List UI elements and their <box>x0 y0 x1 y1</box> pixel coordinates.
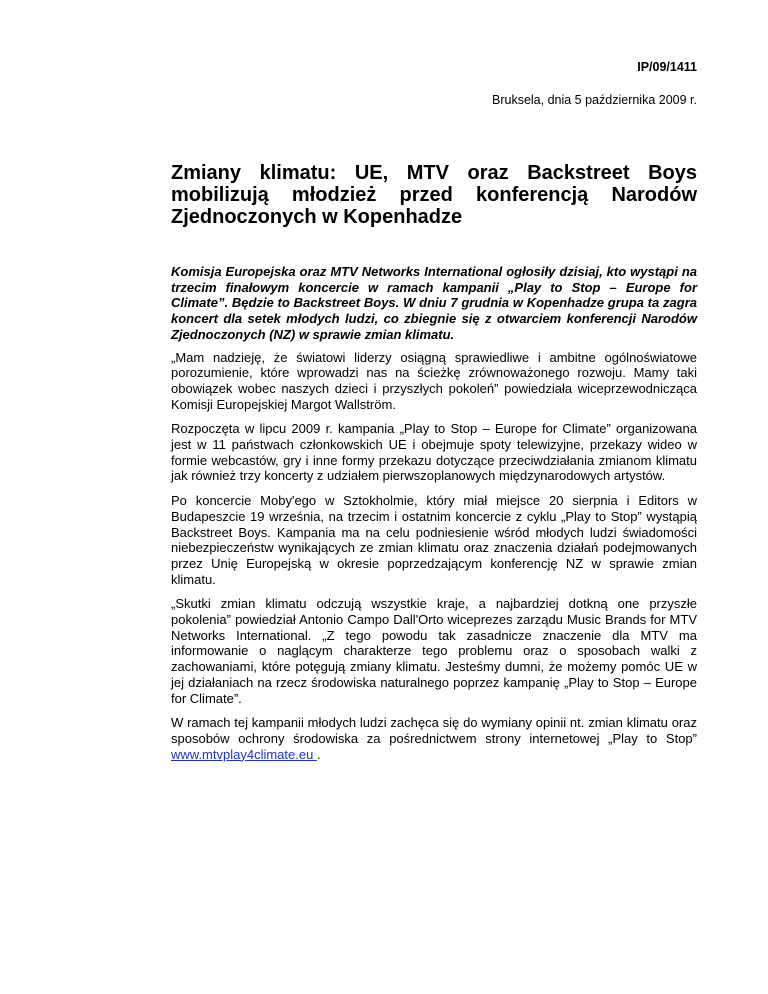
closing-period: . <box>316 746 321 762</box>
body-paragraph-campaign: Rozpoczęta w lipcu 2009 r. kampania „Play to Stop – Europe for Climate” organizowana jest w 11 państwach członkowskich UE i obejmuje spoty telewizyjne, przekazy wideo w formie webcastów, gry i inne formy przekazu dotyczące przeciwdziałania zmianom klimatu jak również trzy koncerty z udziałem pierwszoplanowych międzynarodowych artystów. <box>171 421 697 484</box>
date-line: Bruksela, dnia 5 października 2009 r. <box>492 93 697 107</box>
body-paragraph-quote-mtv: „Skutki zmian klimatu odczują wszystkie kraje, a najbardziej dotkną one przyszłe pokolenia” powiedział Antonio Campo Dall'Orto wiceprezes zarządu Music Brands for MTV Networks International. „Z tego powodu tak zasadnicze znaczenie dla MTV ma informowanie o naglącym charakterze tego problemu oraz o sposobach walki z zachowaniami, które potęgują zmiany klimatu. Jesteśmy dumni, że możemy pomóc UE w jej działaniach na rzecz środowiska naturalnego poprzez kampanię „Play to Stop – Europe for Climate”. <box>171 596 697 706</box>
closing-text: W ramach tej kampanii młodych ludzi zachęca się do wymiany opinii nt. zmian klimatu oraz sposobów ochrony środowiska za pośrednictwem strony internetowej „Play to Stop” <box>171 715 697 746</box>
lead-paragraph: Komisja Europejska oraz MTV Networks International ogłosiły dzisiaj, kto wystąpi na trzecim finałowym koncercie w ramach kampanii „Play to Stop – Europe for Climate”. Będzie to Backstreet Boys. W dniu 7 grudnia w Kopenhadze grupa ta zagra koncert dla setek młodych ludzi, co zbiegnie się z otwarciem konferencji Narodów Zjednoczonych (NZ) w sprawie zmian klimatu. <box>171 264 697 342</box>
headline: Zmiany klimatu: UE, MTV oraz Backstreet Boys mobilizują młodzież przed konferencją Narodów Zjednoczonych w Kopenhadze <box>171 162 697 228</box>
press-release-reference: IP/09/1411 <box>637 60 697 74</box>
article-body <box>171 264 697 771</box>
body-paragraph-quote-wallstrom: „Mam nadzieję, że światowi liderzy osiągną sprawiedliwe i ambitne ogólnoświatowe porozumienie, które wprowadzi nas na ścieżkę zrównoważonego rozwoju. Mamy taki obowiązek wobec naszych dzieci i przyszłych pokoleń” powiedziała wiceprzewodnicząca Komisji Europejskiej Margot Wallström. <box>171 349 697 412</box>
campaign-website-link[interactable]: www.mtvplay4climate.eu <box>171 746 317 762</box>
closing-paragraph <box>171 715 697 762</box>
body-paragraph-concerts: Po koncercie Moby'ego w Sztokholmie, który miał miejsce 20 sierpnia i Editors w Budapeszcie 19 września, na trzecim i ostatnim koncercie z cyklu „Play to Stop” wystąpią Backstreet Boys. Kampania ma na celu podniesienie wśród młodych ludzi świadomości niebezpieczeństw wynikających ze zmian klimatu oraz znaczenia działań podejmowanych przez Unię Europejską w okresie poprzedzającym konferencję NZ w sprawie zmian klimatu. <box>171 493 697 587</box>
